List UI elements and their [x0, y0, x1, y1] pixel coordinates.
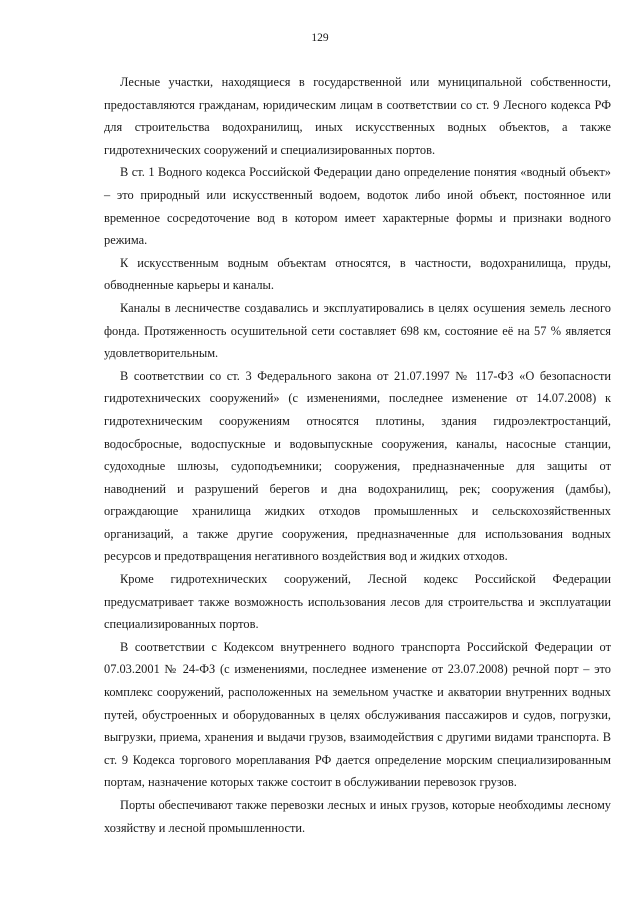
paragraph: В соответствии с Кодексом внутреннего водного транспорта Российской Федерации от 07.03.2001 № 24-ФЗ (с изменениями, последнее изменение от 23.07.2008) речной порт – это комплекс сооружений, расположенных на земельном участке и акватории внутренних водных путей, обустроенных и оборудованных в целях обслуживания пассажиров и судов, погрузки, выгрузки, приема, хранения и выдачи грузов, взаимодействия с другими видами транспорта. В ст. 9 Кодекса торгового мореплавания РФ дается определение морским специализированным портам, назначение которых также состоит в обслуживании перевозок грузов. [104, 639, 611, 790]
page-number: 129 [311, 32, 329, 44]
paragraph: Кроме гидротехнических сооружений, Лесной кодекс Российской Федерации предусматривает также возможность использования лесов для строительства и эксплуатации специализированных портов. [104, 572, 611, 632]
paragraph: В соответствии со ст. 3 Федерального закона от 21.07.1997 № 117-ФЗ «О безопасности гидротехнических сооружений» (с изменениями, последнее изменение от 14.07.2008) к гидротехническим сооружениям относятся плотины, здания гидроэлектростанций, водосбросные, водоспускные и водовыпускные сооружения, каналы, насосные станции, судоходные шлюзы, судоподъемники; сооружения, предназначенные для защиты от наводнений и разрушений берегов и дна водохранилищ, рек; сооружения (дамбы), ограждающие хранилища жидких отходов промышленных и сельскохозяйственных организаций, а также другие сооружения, предназначенные для использования водных ресурсов и предотвращения негативного воздействия вод и жидких отходов. [104, 368, 611, 564]
paragraph: Каналы в лесничестве создавались и эксплуатировались в целях осушения земель лесного фонда. Протяженность осушительной сети составляет 698 км, состояние её на 57 % является удовлетворительным. [104, 300, 611, 361]
body-text [104, 71, 611, 839]
paragraph: Лесные участки, находящиеся в государственной или муниципальной собственности, предоставляются гражданам, юридическим лицам в соответствии со ст. 9 Лесного кодекса РФ для строительства водохранилищ, иных искусственных водных объектов, а также гидротехнических сооружений и специализированных портов. [104, 75, 611, 157]
paragraph: К искусственным водным объектам относятся, в частности, водохранилища, пруды, обводненные карьеры и каналы. [104, 255, 611, 293]
paragraph: В ст. 1 Водного кодекса Российской Федерации дано определение понятия «водный объект» – это природный или искусственный водоем, водоток либо иной объект, постоянное или временное сосредоточение вод в котором имеет характерные формы и признаки водного режима. [104, 165, 611, 248]
paragraph: Порты обеспечивают также перевозки лесных и иных грузов, которые необходимы лесному хозяйству и лесной промышленности. [104, 798, 611, 835]
